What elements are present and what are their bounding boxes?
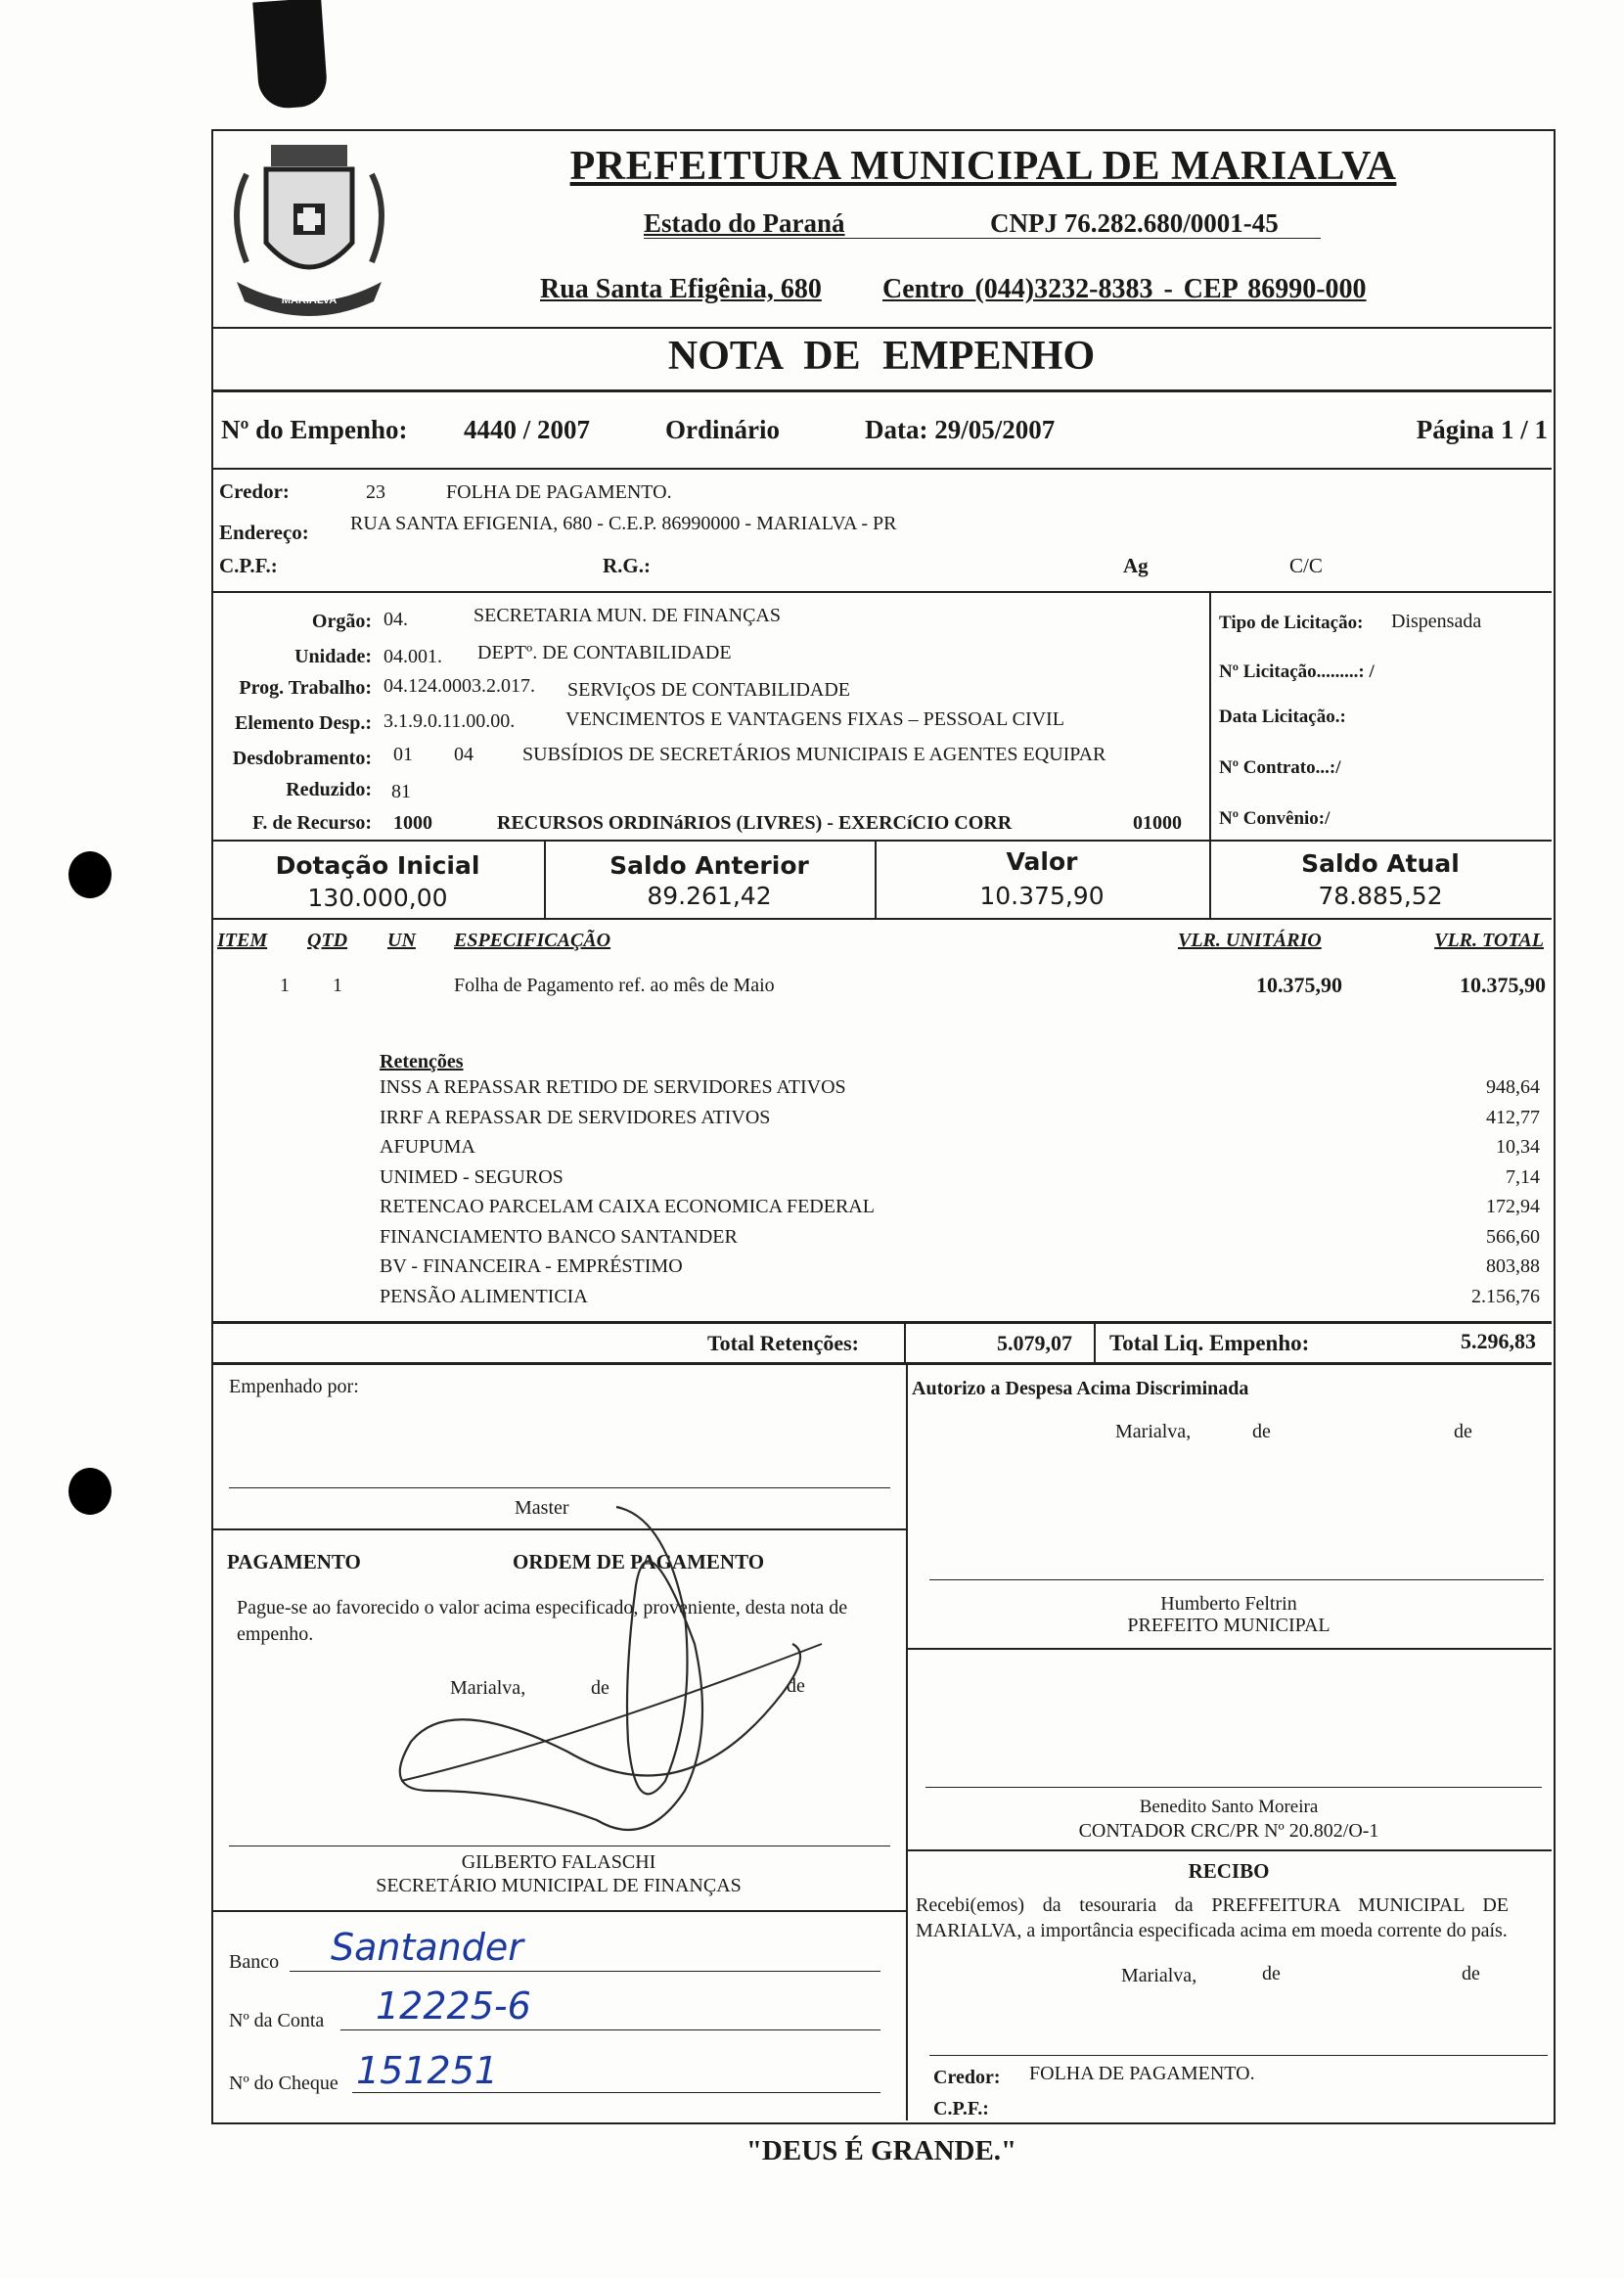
fonte-desc: RECURSOS ORDINáRIOS (LIVRES) - EXERCíCIO CORR	[497, 812, 1013, 834]
retencao-valor: 803,88	[1486, 1255, 1540, 1277]
orgao-label: Orgão:	[311, 611, 372, 632]
retencao-desc: BV - FINANCEIRA - EMPRÉSTIMO	[380, 1255, 683, 1277]
retencao-desc: INSS A REPASSAR RETIDO DE SERVIDORES ATIVOS	[380, 1076, 846, 1098]
conta-line	[340, 2029, 880, 2030]
empenho-type: Ordinário	[665, 415, 781, 444]
total-liq-value: 5.296,83	[1461, 1329, 1536, 1353]
divider	[211, 918, 1552, 920]
item-row	[211, 973, 1552, 1002]
scan-mark	[252, 0, 329, 110]
retencao-valor: 7,14	[1506, 1165, 1540, 1188]
pagamento-de-2: de	[787, 1675, 805, 1697]
unidade-desc: DEPTº. DE CONTABILIDADE	[477, 642, 732, 663]
orgao-desc: SECRETARIA MUN. DE FINANÇAS	[474, 605, 781, 626]
divider	[211, 468, 1552, 470]
signature-line	[229, 1487, 890, 1488]
retencao-valor: 412,77	[1486, 1106, 1540, 1128]
licitacao-tipo-value: Dispensada	[1391, 611, 1482, 632]
credor-name: FOLHA DE PAGAMENTO.	[446, 481, 672, 503]
fonte-code: 1000	[393, 812, 432, 834]
reduzido-label: Reduzido:	[286, 779, 372, 800]
page-number: Página 1 / 1	[1416, 415, 1548, 444]
divider	[211, 327, 1552, 329]
col-header-item: ITEM	[217, 930, 268, 951]
signature-line	[925, 1787, 1542, 1788]
prog-label: Prog. Trabalho:	[239, 677, 372, 699]
orgao-code: 04.	[383, 609, 408, 630]
crest-banner: MARIALVA	[281, 295, 338, 306]
ordem-pagamento-title: ORDEM DE PAGAMENTO	[513, 1550, 765, 1573]
desd-code-2: 04	[454, 744, 474, 765]
pagamento-de-1: de	[591, 1677, 609, 1699]
divider	[211, 591, 1552, 593]
dotacao-label: Dotação Inicial	[275, 851, 480, 880]
saldo-atual-label: Saldo Atual	[1301, 849, 1460, 878]
footer-motto: "DEUS É GRANDE."	[745, 2135, 1017, 2166]
banco-label: Banco	[229, 1951, 280, 1973]
retencao-desc: AFUPUMA	[380, 1136, 475, 1158]
header-title: PREFEITURA MUNICIPAL DE MARIALVA	[569, 144, 1397, 189]
col-header-espec: ESPECIFICAÇÃO	[454, 930, 611, 951]
retencao-valor: 948,64	[1486, 1076, 1540, 1098]
retencao-desc: IRRF A REPASSAR DE SERVIDORES ATIVOS	[380, 1106, 771, 1128]
divider-vertical	[904, 1321, 906, 1362]
cheque-label: Nº do Cheque	[229, 2073, 338, 2094]
desd-label: Desdobramento:	[232, 748, 372, 769]
conta-value: 12225-6	[376, 1984, 531, 2028]
contrato-numero: Nº Contrato...:/	[1219, 757, 1341, 778]
unidade-label: Unidade:	[294, 646, 372, 667]
retencao-valor: 172,94	[1486, 1196, 1540, 1217]
retencao-valor: 2.156,76	[1471, 1285, 1540, 1307]
pagamento-label: PAGAMENTO	[227, 1550, 361, 1573]
item-number: 1	[280, 975, 290, 996]
pagamento-city: Marialva,	[450, 1677, 526, 1699]
prefeito-title: PREFEITO MUNICIPAL	[1127, 1615, 1331, 1636]
retencao-valor: 10,34	[1496, 1136, 1540, 1158]
doc-title: NOTA DE EMPENHO	[667, 334, 1096, 379]
contador-title: CONTADOR CRC/PR Nº 20.802/O-1	[1078, 1820, 1379, 1842]
fonte-code-2: 01000	[1133, 812, 1182, 834]
conta-label: Nº da Conta	[229, 2010, 325, 2031]
retencao-desc: UNIMED - SEGUROS	[380, 1165, 564, 1188]
signature-line	[929, 1579, 1544, 1580]
banco-line	[290, 1971, 880, 1972]
recibo-credor-label: Credor:	[933, 2067, 1001, 2088]
recibo-city: Marialva,	[1121, 1965, 1197, 1986]
empenho-label: Nº do Empenho:	[221, 415, 408, 444]
banco-value: Santander	[331, 1926, 523, 1969]
valor-label: Valor	[1006, 847, 1078, 876]
col-header-un: UN	[387, 930, 416, 951]
desd-desc: SUBSÍDIOS DE SECRETÁRIOS MUNICIPAIS E AGENTES EQUIPAR	[522, 744, 1106, 765]
empenhado-label: Empenhado por:	[229, 1376, 359, 1397]
licitacao-data: Data Licitação.:	[1219, 706, 1346, 727]
prog-code: 04.124.0003.2.017.	[383, 675, 535, 697]
punch-hole	[68, 1468, 112, 1515]
empenhado-name: Master	[515, 1497, 569, 1519]
divider	[906, 1648, 1552, 1650]
retencao-desc: PENSÃO ALIMENTICIA	[380, 1285, 588, 1307]
col-header-total: VLR. TOTAL	[1434, 930, 1544, 951]
elem-code: 3.1.9.0.11.00.00.	[383, 710, 516, 732]
total-retencoes-value: 5.079,07	[997, 1331, 1072, 1355]
unidade-code: 04.001.	[383, 646, 442, 667]
retencao-valor: 566,60	[1486, 1225, 1540, 1248]
divider	[906, 1849, 1552, 1851]
autorizo-title: Autorizo a Despesa Acima Discriminada	[912, 1378, 1249, 1399]
retencao-desc: FINANCIAMENTO BANCO SANTANDER	[380, 1225, 738, 1248]
recibo-de-2: de	[1462, 1963, 1480, 1984]
autorizo-de-2: de	[1454, 1421, 1472, 1442]
col-header-unit: VLR. UNITÁRIO	[1178, 930, 1322, 951]
endereco-label: Endereço:	[219, 521, 309, 544]
saldo-anterior-value: 89.261,42	[647, 882, 772, 910]
pagamento-text: Pague-se ao favorecido o valor acima especificado, proveniente, desta nota de empenho.	[237, 1597, 848, 1645]
saldo-atual-value: 78.885,52	[1318, 882, 1443, 910]
signature-line	[929, 2055, 1548, 2056]
credor-label: Credor:	[219, 479, 290, 503]
prog-desc: SERVIçOS DE CONTABILIDADE	[567, 679, 850, 701]
desd-code-1: 01	[393, 744, 413, 765]
elem-desc: VENCIMENTOS E VANTAGENS FIXAS – PESSOAL CIVIL	[565, 708, 1064, 730]
contador-name: Benedito Santo Moreira	[1139, 1797, 1319, 1817]
ag-label: Ag	[1123, 554, 1149, 577]
cc-label: C/C	[1289, 554, 1323, 577]
divider-vertical	[1209, 591, 1211, 840]
empenho-date: Data: 29/05/2007	[865, 415, 1056, 444]
cheque-value: 151251	[356, 2049, 499, 2092]
cpf-label: C.P.F.:	[219, 554, 278, 577]
rg-label: R.G.:	[603, 554, 651, 577]
fonte-label: F. de Recurso:	[251, 812, 372, 834]
autorizo-de-1: de	[1252, 1421, 1271, 1442]
empenho-number: 4440 / 2007	[464, 415, 591, 444]
header-contact: Centro (044)3232-8383 - CEP 86990-000	[882, 274, 1367, 304]
prefeito-name: Humberto Feltrin	[1160, 1593, 1297, 1615]
divider	[211, 1362, 1552, 1365]
secretario-name: GILBERTO FALASCHI	[461, 1851, 656, 1873]
convenio-numero: Nº Convênio:/	[1219, 808, 1331, 829]
secretario-title: SECRETÁRIO MUNICIPAL DE FINANÇAS	[376, 1875, 742, 1896]
header-cnpj: CNPJ 76.282.680/0001-45	[990, 208, 1279, 238]
endereco-value: RUA SANTA EFIGENIA, 680 - C.E.P. 86990000 - MARIALVA - PR	[350, 513, 897, 534]
item-unit-value: 10.375,90	[1256, 973, 1342, 997]
cheque-line	[352, 2092, 880, 2093]
header-address: Rua Santa Efigênia, 680	[540, 274, 822, 304]
saldo-anterior-label: Saldo Anterior	[609, 851, 809, 880]
divider	[211, 389, 1552, 392]
total-retencoes-label: Total Retenções:	[707, 1331, 859, 1355]
item-desc: Folha de Pagamento ref. ao mês de Maio	[454, 975, 775, 996]
recibo-credor-value: FOLHA DE PAGAMENTO.	[1029, 2063, 1255, 2084]
elem-label: Elemento Desp.:	[235, 712, 372, 734]
divider	[211, 840, 1552, 842]
crest-logo	[217, 135, 401, 323]
punch-hole	[68, 851, 112, 898]
licitacao-numero: Nº Licitação.........: /	[1219, 661, 1375, 682]
item-total-value: 10.375,90	[1460, 973, 1546, 997]
divider	[211, 1910, 906, 1912]
divider	[211, 1321, 1552, 1324]
credor-code: 23	[366, 481, 385, 503]
valor-value: 10.375,90	[979, 882, 1105, 910]
handwritten-signature	[372, 1497, 841, 1879]
col-header-qtd: QTD	[307, 930, 348, 951]
autorizo-city: Marialva,	[1115, 1421, 1192, 1442]
header-state: Estado do Paraná	[644, 208, 845, 238]
retencoes-title: Retenções	[380, 1051, 464, 1072]
item-qtd: 1	[333, 975, 342, 996]
dotacao-value: 130.000,00	[307, 884, 448, 912]
recibo-title: RECIBO	[1188, 1859, 1270, 1883]
retencao-desc: RETENCAO PARCELAM CAIXA ECONOMICA FEDERAL	[380, 1196, 875, 1217]
total-liq-label: Total Liq. Empenho:	[1109, 1331, 1310, 1355]
reduzido-code: 81	[391, 781, 411, 802]
licitacao-tipo-label: Tipo de Licitação:	[1219, 613, 1364, 633]
recibo-text: Recebi(emos) da tesouraria da PREFFEITURA MUNICIPAL DE MARIALVA, a importância especificada acima em moeda corrente do país.	[916, 1894, 1509, 1941]
retencoes-list	[211, 1076, 1552, 1321]
recibo-cpf-label: C.P.F.:	[933, 2098, 989, 2119]
recibo-de-1: de	[1262, 1963, 1281, 1984]
divider-vertical	[1094, 1321, 1096, 1362]
divider-vertical	[906, 1362, 908, 2120]
